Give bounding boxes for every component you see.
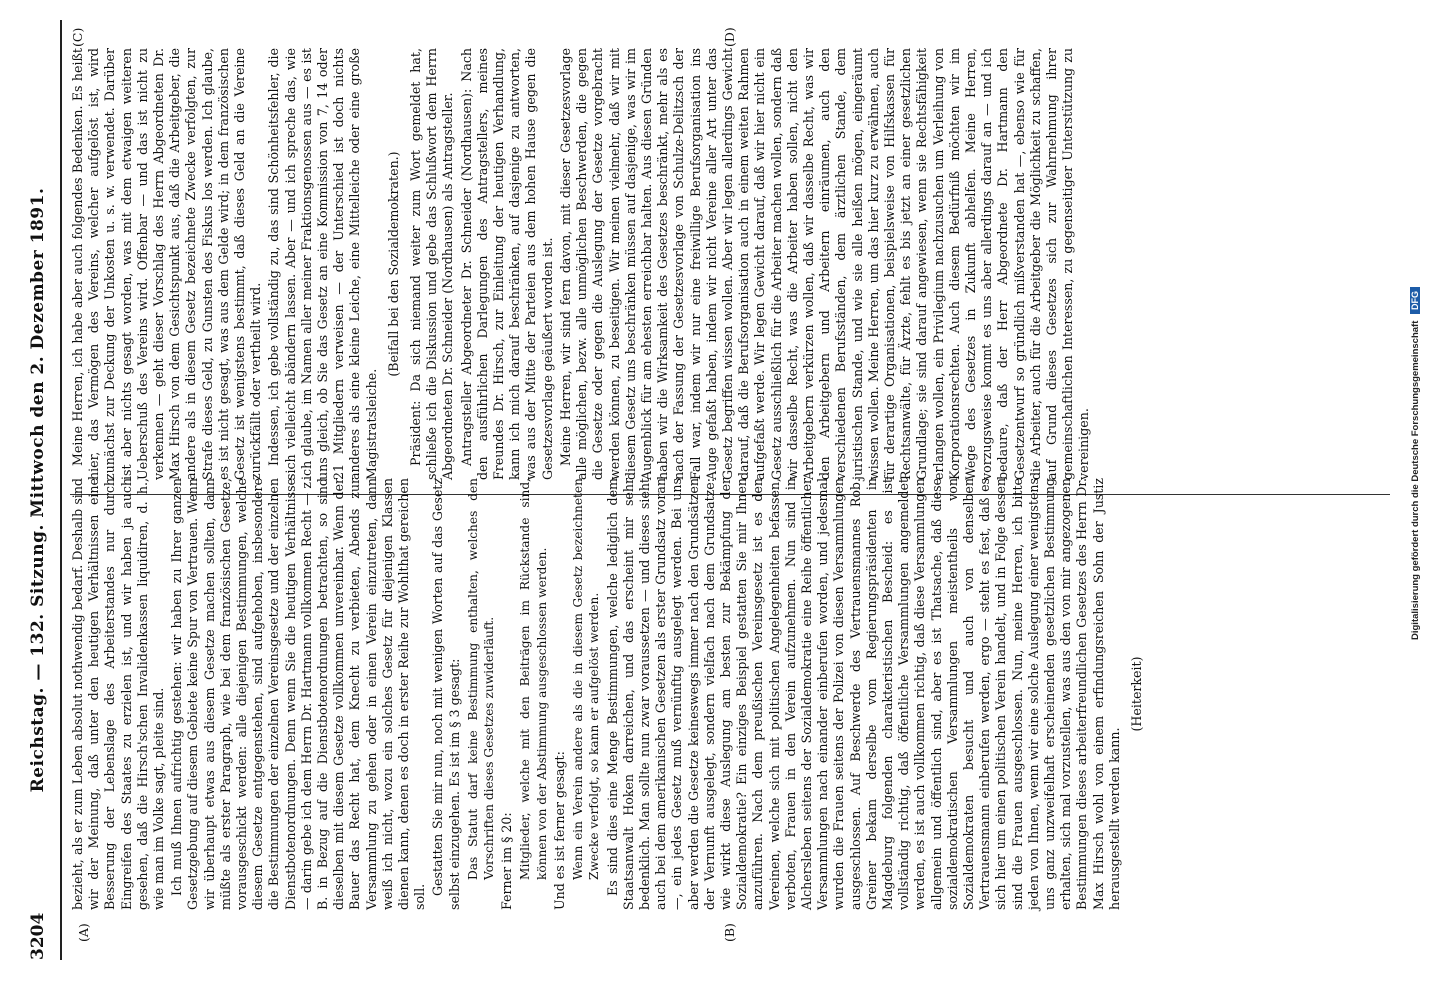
- paragraph: Ferner im § 20:: [499, 812, 515, 910]
- applause-note: (Beifall bei den Sozialdemokraten.): [385, 151, 401, 377]
- paragraph: Meine Herren, wir sind fern davon, mit dieser Gesetzesvorlage alle möglichen, bezw. alle unmöglichen Beschwerden, die gegen die Gesetze oder gegen die Auslegung der Gesetze vorgebracht werden können, zu beseitigen. Wir meinen vielmehr, daß wir mit diesem Gesetz uns beschränken müssen auf dasjenige, was wir im Augenblick für am ehesten erreichbar halten. Aus diesen Gründen haben wir die Wirksamkeit des Gesetzes beschränkt, mehr als es nach der Fassung der Gesetzesvorlage von Schulze-Delitzsch der Fall war, indem wir nur eine freiwillige Berufsorganisation ins Auge gefaßt haben, indem wir nicht Vereine aller Art unter das Gesetz begriffen wissen wollen. Aber wir legen allerdings Gewicht darauf, daß die Berufsorganisation auch in einem weiten Rahmen aufgefaßt werde. Wir legen Gewicht darauf, daß wir hier nicht ein Gesetz ausschließlich für die Arbeiter machen wollen, sondern daß wir dasselbe Recht, was die Arbeiter haben sollen, nicht den Arbeitgebern verkürzen wollen, daß wir dasselbe Recht, was wir den Arbeitgebern und Arbeitern einräumen, auch den verschiedenen Berufsständen, dem ärztlichen Stande, dem juristischen Stande, und wie sie alle heißen mögen, eingeräumt wissen wollen. Meine Herren, um das hier kurz zu erwähnen, auch für derartige Organisationen, beispielsweise von Hilfskassen für Rechtsanwälte, für Ärzte, fehlt es bis jetzt an einer gesetzlichen Grundlage; sie sind darauf angewiesen, wenn sie Rechtsfähigkeit erlangen wollen, ein Privilegium nachzusuchen um Verleihung von Korporationsrechten. Auch diesem Bedürfniß möchten wir im Wege des Gesetzes in Zukunft abhelfen. Meine Herren, vorzugsweise kommt es uns aber allerdings darauf an — und ich bedaure, daß der Herr Abgeordnete Dr. Hartmann den Gesetzentwurf so gründlich mißverstanden hat —, ebenso wie für die Arbeiter, auch für die Arbeitgeber die Möglichkeit zu schaffen, auf Grund dieses Gesetzes sich zur Wahrnehmung ihrer gemeinschaftlichen Interessen, zu gegenseitiger Unterstützung zu vereinigen.: [557, 48, 1092, 480]
- paragraph: Indessen, ich gebe vollständig zu, das sind Schönheitsfehler, die sich vielleicht abändern lassen. Aber — und ich spreche das, wie ich glaube, im Namen aller meiner Fraktionsgenossen aus — es ist uns gleich, ob Sie das Gesetz an eine Kommission von 7, 14 oder 21 Mitgliedern verweisen — der Unterschied ist doch nichts anderes als eine kleine Leiche, eine Mittelleiche oder eine große Magistratsleiche.: [266, 48, 379, 480]
- margin-letter-b: (B): [722, 923, 737, 942]
- right-column: [70, 48, 1095, 480]
- page-title: Reichstag. — 132. Sitzung. Mittwoch den 2. Dezember 1891.: [28, 187, 48, 793]
- paragraph: Und es ist ferner gesagt:: [551, 751, 567, 910]
- page-header: [22, 20, 62, 960]
- page-number: 3204: [28, 912, 48, 960]
- quotation: Mitglieder, welche mit den Beiträgen im Rückstande sind, können von der Abstimmung ausgeschlossen werden.: [518, 478, 549, 880]
- margin-letter-c: (C): [70, 27, 85, 47]
- paragraph: Antragsteller Abgeordneter Dr. Schneider (Nordhausen): Nach den ausführlichen Darlegungen des Antragstellers, meines Freundes Dr. Hirsch, zur Einleitung der heutigen Verhandlung, kann ich mich darauf beschränken, auf dasjenige zu antworten, was aus der Mitte der Parteien aus dem hohen Hause gegen die Gesetzesvorlage geäußert worden ist.: [458, 48, 555, 480]
- header-rule: [60, 20, 62, 960]
- paragraph: Meine Herren, ich habe aber auch folgendes Bedenken. Es heißt hier, das Vermögen des Vereins, welcher aufgelöst ist, wird zunächst zur Deckung der Unkosten u. s. w. verwendet. Darüber ist aber nichts gesagt worden, was mit dem etwaigen weiteren Ueberschuß des Vereins wird. Offenbar — und das ist nicht zu verkennen — geht dieser Vorschlag des Herrn Abgeordneten Dr. Max Hirsch von dem Gesichtspunkt aus, daß die Arbeitgeber, die andere als in diesem Gesetz bezeichnete Zwecke verfolgten, zur Strafe dieses Geld, zu Gunsten des Fiskus los werden. Ich glaube, es ist nicht gesagt, was aus dem Gelde wird; in dem französischen Gesetz ist wenigstens bestimmt, daß dieses Geld an die Vereine zurückfällt oder vertheilt wird.: [70, 48, 264, 480]
- left-column: [70, 478, 1151, 910]
- quotation: Das Statut darf keine Bestimmung enthalten, welches den Vorschriften dieses Gesetzes zuwiderläuft.: [465, 478, 497, 880]
- credit-text: Digitalisierung gefördert durch die Deutsche Forschungsgemeinschaft: [1410, 320, 1421, 640]
- dfg-logo: DFG: [1410, 287, 1420, 314]
- paragraph: bezieht, als er zum Leben absolut nothwendig bedarf. Deshalb sind wir der Meinung, daß unter den heutigen Verhältnissen eine Besserung der Lebenslage des Arbeiterstandes nur durch Eingreifen des Staates zu erzielen ist, und wir haben ja auch gesehen, daß die Hirsch'schen Invalidenkassen liquidiren, d. h., wie man im Volke sagt, pleite sind.: [70, 478, 167, 910]
- margin-letter-d: (D): [722, 27, 737, 47]
- margin-letter-a: (A): [76, 923, 91, 942]
- paragraph: Gestatten Sie mir nun, noch mit wenigen Worten auf das Gesetz selbst einzugehen. Es ist im § 3 gesagt:: [430, 478, 462, 910]
- paragraph: Präsident: Da sich niemand weiter zum Wort gemeldet hat, schließe ich die Diskussion und gebe das Schlußwort dem Herrn Abgeordneten Dr. Schneider (Nordhausen) als Antragsteller.: [408, 48, 456, 480]
- laughter-note: (Heiterkeit): [1129, 656, 1144, 732]
- paragraph: Ich muß Ihnen aufrichtig gestehen: wir haben zu Ihrer ganzen Gesetzgebung auf diesem Gebiete keine Spur von Vertrauen. Wenn wir überhaupt etwas aus diesem Gesetze machen sollten, dann müßte als erster Paragraph, wie bei dem französischen Gesetze, vorausgeschickt werden: alle diejenigen Bestimmungen, welche diesem Gesetze entgegenstehen, sind aufgehoben, insbesondere die Bestimmungen der einzelnen Vereinsgesetze und der einzelnen Dienstbotenordnungen. Denn wenn Sie die heutigen Verhältnisse — darin gebe ich dem Herrn Dr. Hartmann vollkommen Recht — z. B. in Bezug auf die Dienstbotenordnungen betrachten, so sind dieselben mit diesem Gesetze vollkommen unvereinbar. Wenn der Bauer das Recht hat, dem Knecht zu verbieten, Abends zur Versammlung zu gehen oder in einen Verein einzutreten, dann weiß ich nicht, wozu ein solches Gesetz für diejenigen Klassen dienen kann, denen es doch in erster Reihe zur Wohlthat gereichen soll.: [169, 478, 428, 910]
- paragraph: Es sind dies eine Menge Bestimmungen, welche lediglich dem Staatsanwalt Hoken darreichen, und das erscheint mir sehr bedenklich. Man sollte nun zwar voraussetzen — und dieses sieht auch bei dem amerikanischen Gesetzen als erster Grundsatz voran —, ein jedes Gesetz muß vernünftig ausgelegt werden. Bei uns aber werden die Gesetze keineswegs immer nach den Grundsätzen der Vernunft ausgelegt, sondern vielfach nach dem Grundsatze: wie wirkt diese Auslegung am besten zur Bekämpfung der Sozialdemokratie? Ein einziges Beispiel gestatten Sie mir Ihnen anzuführen. Nach dem preußischen Vereinsgesetz ist es den Vereinen, welche sich mit politischen Angelegenheiten befassen, verboten, Frauen in den Verein aufzunehmen. Nun sind in Alchersleben seitens der Sozialdemokratie eine Reihe öffentlicher Versammlungen nach einander einberufen worden, und jedesmal wurden die Frauen seitens der Polizei von diesen Versammlungen ausgeschlossen. Auf Beschwerde des Vertrauensmannes Rob. Greiner bekam derselbe vom Regierungspräsidenten in Magdeburg folgenden charakteristischen Bescheid: es ist vollständig richtig, daß öffentliche Versammlungen angemeldet werden, es ist auch vollkommen richtig, daß diese Versammlungen allgemein und öffentlich sind, aber es ist Thatsache, daß diese sozialdemokratischen Versammlungen meistentheils von Sozialdemokraten besucht und auch von denselben Vertrauensmann einberufen werden, ergo — steht es fest, daß es sich hier um einen politischen Verein handelt, und in Folge dessen sind die Frauen ausgeschlossen. Nun, meine Herren, ich bitte jeden von Ihnen, wenn wir eine solche Auslegung einer wenigstens uns ganz unzweifelhaft erscheinenden gesetzlichen Bestimmung erhalten, sich mal vorzustellen, was aus den von mir angezogenen Bestimmungen dieses arbeiterfreundlichen Gesetzes des Herrn Dr. Max Hirsch wohl von einem erfindungsreichen Sohn der Justiz herausgestellt werden kann.: [604, 478, 1122, 910]
- quotation: Wenn ein Verein andere als die in diesem Gesetz bezeichneten Zwecke verfolgt, so kann er aufgelöst werden.: [571, 478, 602, 880]
- digitization-credit: [1410, 20, 1421, 640]
